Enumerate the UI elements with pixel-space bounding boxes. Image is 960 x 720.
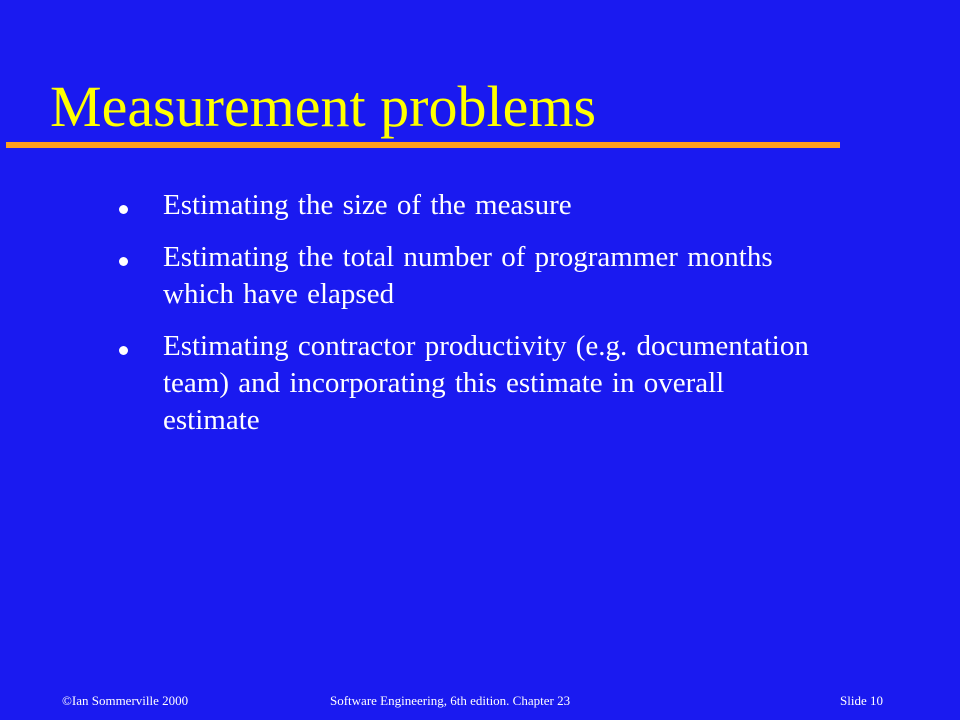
bullet-icon xyxy=(119,205,128,214)
title-underline xyxy=(6,142,840,148)
bullet-text: Estimating contractor productivity (e.g. documentation team) and incorporating this estimate in overall estimate xyxy=(163,330,809,436)
slide-title: Measurement problems xyxy=(50,74,597,139)
bullet-icon xyxy=(119,257,128,266)
bullet-item xyxy=(0,239,960,313)
bullet-icon xyxy=(119,346,128,355)
footer-copyright: ©Ian Sommerville 2000 xyxy=(62,693,189,708)
bullet-text: Estimating the total number of programmer months which have elapsed xyxy=(163,241,773,310)
bullet-item xyxy=(0,328,960,439)
footer-slide-number: Slide 10 xyxy=(840,693,883,708)
bullet-list xyxy=(0,187,960,454)
bullet-text: Estimating the size of the measure xyxy=(163,189,572,221)
bullet-item xyxy=(0,187,960,224)
footer-book-title: Software Engineering, 6th edition. Chapter 23 xyxy=(330,693,571,708)
